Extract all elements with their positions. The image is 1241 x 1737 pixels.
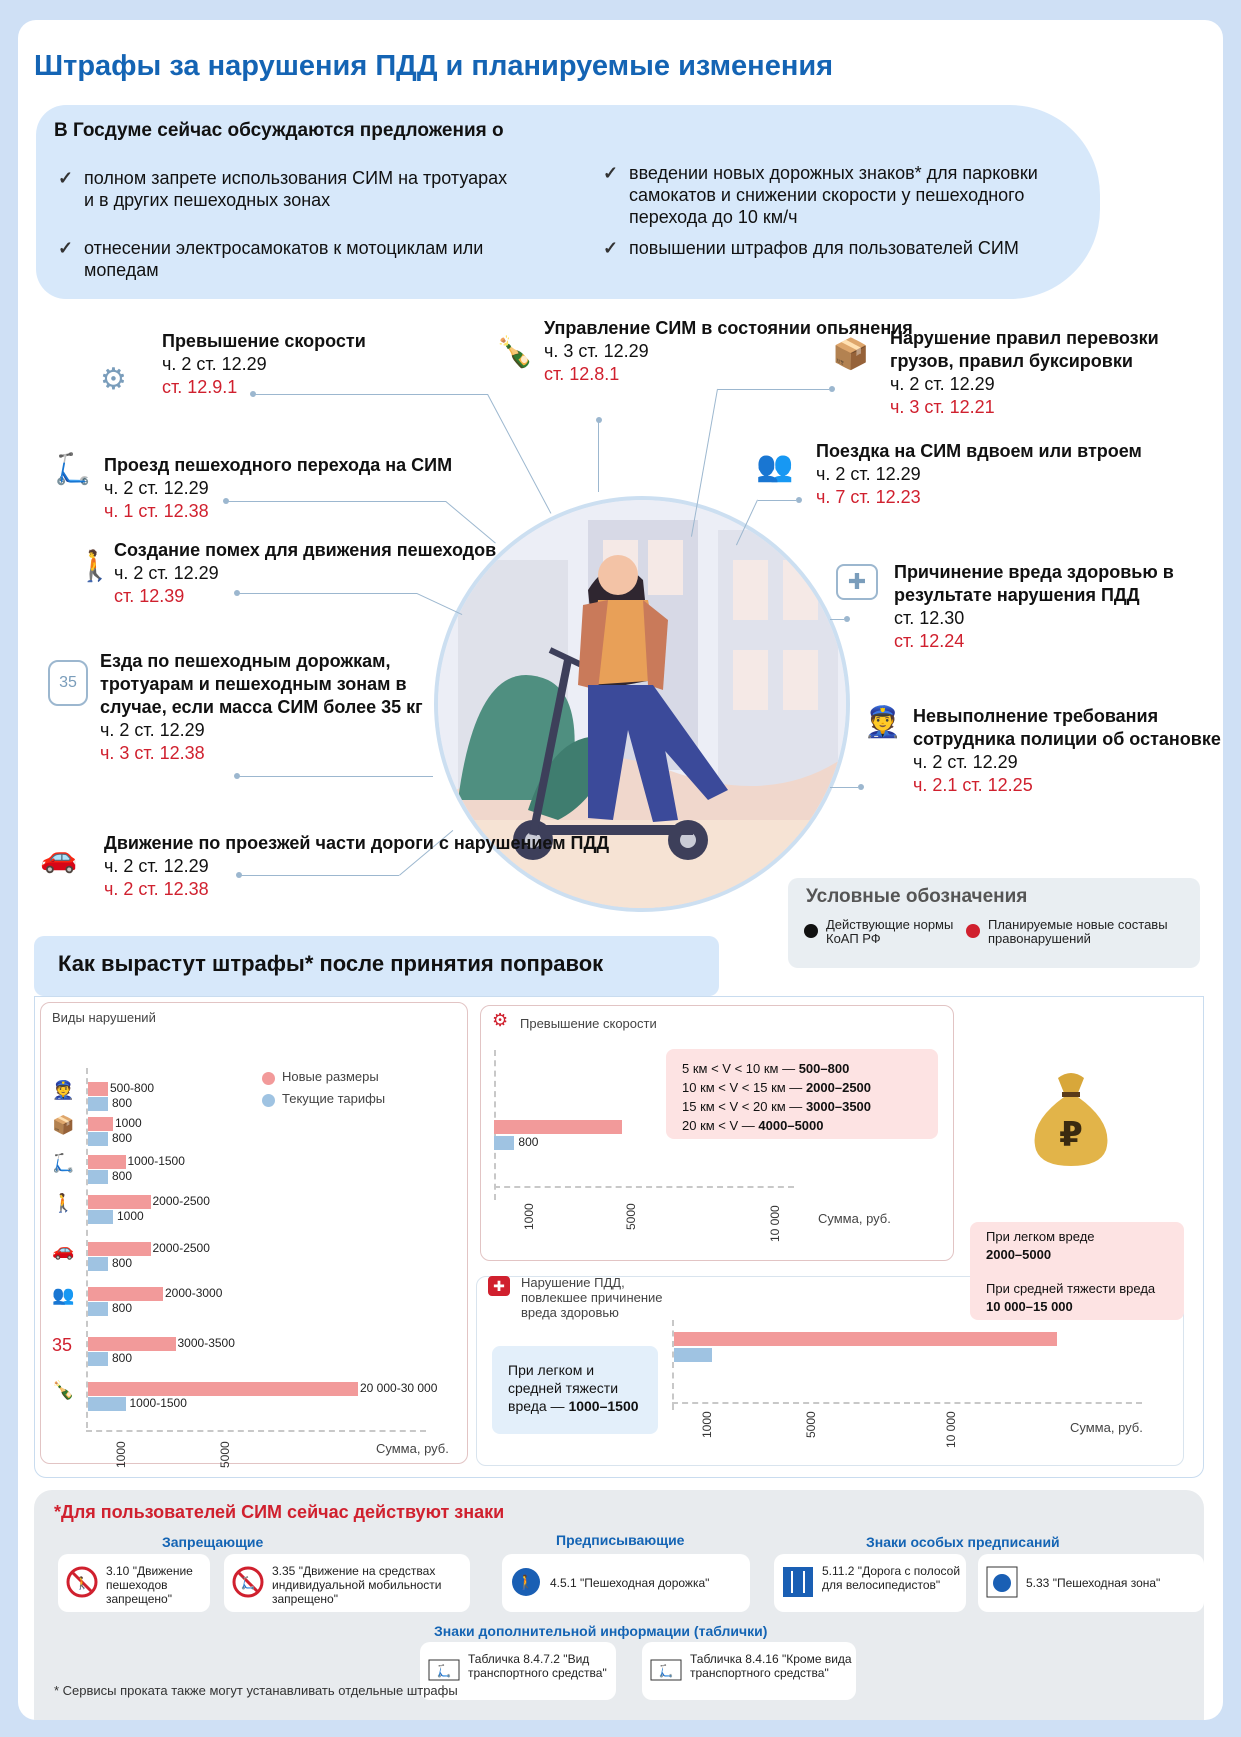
violation-planned-article: ч. 1 ст. 12.38: [104, 501, 209, 521]
violation-planned-article: ст. 12.24: [894, 631, 965, 651]
sign-category-mandatory: Предписывающие: [556, 1532, 685, 1548]
chart2-xlabel: Сумма, руб.: [818, 1211, 891, 1226]
chart1-bar-new: [88, 1155, 126, 1169]
violation-current-article: ч. 2 ст. 12.29: [100, 720, 205, 740]
chart1-bar-new-label: 2000-2500: [152, 1241, 210, 1255]
chart1-bar-current: [88, 1257, 108, 1271]
chart3-tick: 10 000: [944, 1411, 958, 1448]
chart2-bar-current-label: 800: [518, 1135, 539, 1149]
sign-card: [502, 1554, 750, 1612]
sign-category-plates: Знаки дополнительной информации (таблички): [434, 1623, 768, 1639]
violation-roadway: [104, 832, 609, 901]
chart1-bar-new-label: 20 000-30 000: [360, 1381, 438, 1395]
violation-current-article: ч. 2 ст. 12.29: [890, 374, 995, 394]
violation-title: Движение по проезжей части дороги с нарушением ПДД: [104, 833, 610, 853]
violation-planned-article: ст. 12.8.1: [544, 364, 620, 384]
chart1-bar-new-label: 1000-1500: [127, 1154, 185, 1168]
violation-police-stop: [913, 705, 1223, 797]
chart2-title: Превышение скорости: [520, 1016, 657, 1031]
sign-label: Табличка 8.4.16 "Кроме вида транспортного средства": [690, 1652, 852, 1680]
violation-crosswalk: [104, 454, 452, 523]
chart1-bar-new-label: 2000-2500: [152, 1194, 210, 1208]
chart2-x-axis: [494, 1186, 794, 1188]
police-officer-icon: 👮: [52, 1080, 75, 1100]
no-pedestrians-sign-icon: [66, 1566, 98, 1598]
scooter-crossing-icon: 🛴: [52, 1153, 75, 1173]
violation-pedestrian-obstruction: [114, 539, 496, 608]
violation-speeding: [162, 330, 366, 399]
first-aid-kit-icon: ✚: [488, 1276, 510, 1296]
chart1-bar-new: [88, 1287, 163, 1301]
chart1-legend-current-dot: [262, 1094, 275, 1107]
proposal-text: отнесении электросамокатов к мотоциклам или мопедам: [84, 238, 484, 280]
chart1-bar-new-label: 3000-3500: [177, 1336, 235, 1350]
proposal-text: введении новых дорожных знаков* для парковки самокатов и снижении скорости у пешеходного перехода до 10 км/ч: [629, 163, 1038, 227]
pedestrian-icon: 🚶: [76, 550, 114, 583]
no-pim-sign-icon: [232, 1566, 264, 1598]
legend-planned-label: Планируемые новые составы правонарушений: [988, 917, 1168, 946]
sign-category-prohibitive: Запрещающие: [162, 1534, 264, 1550]
box-icon: 📦: [832, 338, 870, 371]
violation-planned-article: ст. 12.39: [114, 586, 185, 606]
chart3-xlabel: Сумма, руб.: [1070, 1420, 1143, 1435]
chart3-tick: 1000: [700, 1411, 714, 1438]
legend-planned-dot: [966, 924, 980, 938]
violation-title: Нарушение правил перевозки грузов, правил буксировки: [890, 328, 1159, 371]
chart1-legend-new-dot: [262, 1072, 275, 1085]
violation-title: Невыполнение требования сотрудника полиции об остановке: [913, 706, 1221, 749]
sign-category-special: Знаки особых предписаний: [866, 1534, 1060, 1550]
bottles-icon: 🍾: [52, 1380, 75, 1400]
tire-fire-icon: ⚙: [100, 363, 127, 396]
violation-planned-article: ч. 3 ст. 12.21: [890, 397, 995, 417]
signs-title: *Для пользователей СИМ сейчас действуют знаки: [54, 1502, 505, 1522]
svg-text:🚶: 🚶: [517, 1575, 535, 1591]
violation-current-article: ч. 2 ст. 12.29: [104, 856, 209, 876]
chart1-bar-new: [88, 1337, 176, 1351]
chart2-tick: 10 000: [768, 1205, 782, 1242]
scooter-crossing-icon: 🛴: [54, 453, 92, 486]
footnote: * Сервисы проката также могут устанавливать отдельные штрафы: [54, 1683, 458, 1698]
chart1-bar-current: [88, 1210, 113, 1224]
chart3-bar-current: [674, 1348, 712, 1362]
chart1-legend-new: Новые размеры: [282, 1069, 379, 1084]
chart1-bar-current-label: 1000-1500: [129, 1396, 187, 1410]
chart1-bar-current-label: 800: [112, 1256, 133, 1270]
chart2-bar-current: [494, 1136, 514, 1150]
sign-label: 3.35 "Движение на средствах индивидуальной мобильности запрещено": [272, 1564, 442, 1606]
violation-planned-article: ч. 3 ст. 12.38: [100, 743, 205, 763]
plate-vehicle-type-icon: [428, 1654, 460, 1686]
violation-cargo: [890, 327, 1223, 419]
money-bag-icon: [1028, 1068, 1114, 1168]
chart1-bar-new: [88, 1117, 113, 1131]
chart1-bar-new-label: 500-800: [110, 1081, 155, 1095]
chart1-xlabel: Сумма, руб.: [376, 1441, 449, 1456]
weight-35-icon: 35: [52, 1335, 73, 1355]
sign-card: [224, 1554, 470, 1612]
chart1-bar-new: [88, 1242, 151, 1256]
chart1-bar-new: [88, 1195, 151, 1209]
proposal-text: полном запрете использования СИМ на тротуарах и в других пешеходных зонах: [84, 168, 508, 210]
chart1-bar-current: [88, 1302, 108, 1316]
violation-title: Езда по пешеходным дорожкам, тротуарам и пешеходным зонам в случае, если масса СИМ более 35 кг: [100, 651, 423, 717]
chart1-bar-new: [88, 1082, 108, 1096]
violation-current-article: ч. 2 ст. 12.29: [913, 752, 1018, 772]
chart1-bar-current: [88, 1132, 108, 1146]
sign-card: [642, 1642, 856, 1700]
chart1-bar-current: [88, 1097, 108, 1111]
chart3-title: Нарушение ПДД, повлекшее причинение вреда здоровью: [521, 1275, 663, 1320]
speeding-ranges: 5 км < V < 10 км — 500–800 10 км < V < 15 км — 2000–2500 15 км < V < 20 км — 3000–3500 20 км < V — 4000–5000: [682, 1061, 872, 1133]
chart1-bar-current: [88, 1352, 108, 1366]
proposal-item: [603, 237, 1073, 259]
svg-text:🛴: 🛴: [436, 1664, 452, 1678]
chart1-legend-current: Текущие тарифы: [282, 1091, 386, 1106]
box-icon: 📦: [52, 1115, 75, 1135]
pedestrian-zone-sign-icon: [986, 1566, 1018, 1598]
violation-multiple-riders: [816, 440, 1142, 509]
violation-current-article: ч. 2 ст. 12.29: [816, 464, 921, 484]
violation-title: Поездка на СИМ вдвоем или втроем: [816, 441, 1142, 461]
violation-current-article: ч. 2 ст. 12.29: [114, 563, 219, 583]
infographic: [18, 20, 1223, 1720]
health-harm-fines: При легком вреде 2000–5000 При средней тяжести вреда 10 000–15 000: [986, 1229, 1156, 1314]
violation-title: Проезд пешеходного перехода на СИМ: [104, 455, 453, 475]
proposal-text: повышении штрафов для пользователей СИМ: [629, 238, 1019, 258]
violation-current-article: ч. 2 ст. 12.29: [104, 478, 209, 498]
chart1-bar-current-label: 1000: [117, 1209, 144, 1223]
violation-title: Причинение вреда здоровью в результате нарушения ПДД: [894, 562, 1174, 605]
car-scooter-icon: 🚗: [40, 841, 78, 874]
chart1-bar-new-label: 2000-3000: [165, 1286, 223, 1300]
sign-label: 5.33 "Пешеходная зона": [1026, 1576, 1161, 1590]
two-riders-icon: 👥: [756, 450, 794, 483]
violation-sidewalk-heavy: [100, 650, 450, 765]
chart3-bar-new: [674, 1332, 1057, 1346]
sign-card: [978, 1554, 1204, 1612]
legend-current-dot: [804, 924, 818, 938]
chart1-tick: 5000: [218, 1441, 232, 1468]
chart1-bar-current-label: 800: [112, 1301, 133, 1315]
violation-health-harm: [894, 561, 1223, 653]
proposal-item: [58, 167, 518, 211]
violation-title: Создание помех для движения пешеходов: [114, 540, 497, 560]
sign-label: 4.5.1 "Пешеходная дорожка": [550, 1576, 710, 1590]
sign-label: 5.11.2 "Дорога с полосой для велосипедистов": [822, 1564, 961, 1592]
chart2-tick: 5000: [624, 1203, 638, 1230]
chart2-tick: 1000: [522, 1203, 536, 1230]
first-aid-icon: ✚: [836, 564, 878, 600]
sign-card: [774, 1554, 966, 1612]
chart1-bar-current-label: 800: [112, 1351, 133, 1365]
chart1-x-axis: [86, 1430, 426, 1432]
sign-label: Табличка 8.4.7.2 "Вид транспортного средства": [468, 1652, 607, 1680]
sign-label: 3.10 "Движение пешеходов запрещено": [106, 1564, 193, 1606]
chart3-tick: 5000: [804, 1411, 818, 1438]
violation-current-article: ч. 2 ст. 12.29: [162, 354, 267, 374]
chart2-bar-new: [494, 1120, 622, 1134]
violation-planned-article: ч. 7 ст. 12.23: [816, 487, 921, 507]
two-riders-icon: 👥: [52, 1285, 75, 1305]
police-officer-icon: 👮: [864, 706, 902, 739]
weight-35-icon: 35: [48, 660, 88, 706]
chart1-bar-current: [88, 1170, 108, 1184]
proposals-heading: В Госдуме сейчас обсуждаются предложения о: [54, 120, 504, 141]
legend-current-label: Действующие нормы КоАП РФ: [826, 917, 954, 946]
svg-text:🛴: 🛴: [658, 1664, 674, 1678]
chart1-bar-new: [88, 1382, 358, 1396]
sign-card: [58, 1554, 210, 1612]
violation-title: Управление СИМ в состоянии опьянения: [544, 318, 913, 338]
speeding-icon: ⚙: [492, 1010, 509, 1030]
violation-current-article: ч. 3 ст. 12.29: [544, 341, 649, 361]
svg-text:🚶: 🚶: [74, 1576, 90, 1590]
chart1-bar-current-label: 800: [112, 1131, 133, 1145]
pedestrian-icon: 🚶: [52, 1193, 75, 1213]
chart1-bar-current: [88, 1397, 126, 1411]
chart1-bar-current-label: 800: [112, 1169, 133, 1183]
page-title: Штрафы за нарушения ПДД и планируемые изменения: [34, 50, 834, 82]
svg-text:🛴: 🛴: [240, 1576, 256, 1590]
chart1-title: Виды нарушений: [52, 1010, 156, 1025]
chart1-bar-current-label: 800: [112, 1096, 133, 1110]
chart1-tick: 1000: [114, 1441, 128, 1468]
proposal-item: [603, 162, 1073, 228]
violation-planned-article: ст. 12.9.1: [162, 377, 238, 397]
violation-current-article: ст. 12.30: [894, 608, 965, 628]
car-scooter-icon: 🚗: [52, 1240, 75, 1260]
bike-lane-sign-icon: [782, 1566, 814, 1598]
chart3-x-axis: [672, 1402, 1142, 1404]
violation-planned-article: ч. 2 ст. 12.38: [104, 879, 209, 899]
bottles-icon: 🍾: [496, 336, 534, 369]
footpath-sign-icon: [510, 1566, 542, 1598]
violation-planned-article: ч. 2.1 ст. 12.25: [913, 775, 1033, 795]
proposal-item: [58, 237, 518, 281]
health-current-fine: При легком и средней тяжести вреда — 1000–1500: [508, 1362, 639, 1414]
plate-except-vehicle-icon: [650, 1654, 682, 1686]
fines-section-title: Как вырастут штрафы* после принятия поправок: [58, 951, 604, 976]
svg-text:₽: ₽: [1059, 1115, 1083, 1155]
chart1-bar-new-label: 1000: [115, 1116, 142, 1130]
violation-title: Превышение скорости: [162, 331, 366, 351]
legend-title: Условные обозначения: [806, 886, 1028, 907]
